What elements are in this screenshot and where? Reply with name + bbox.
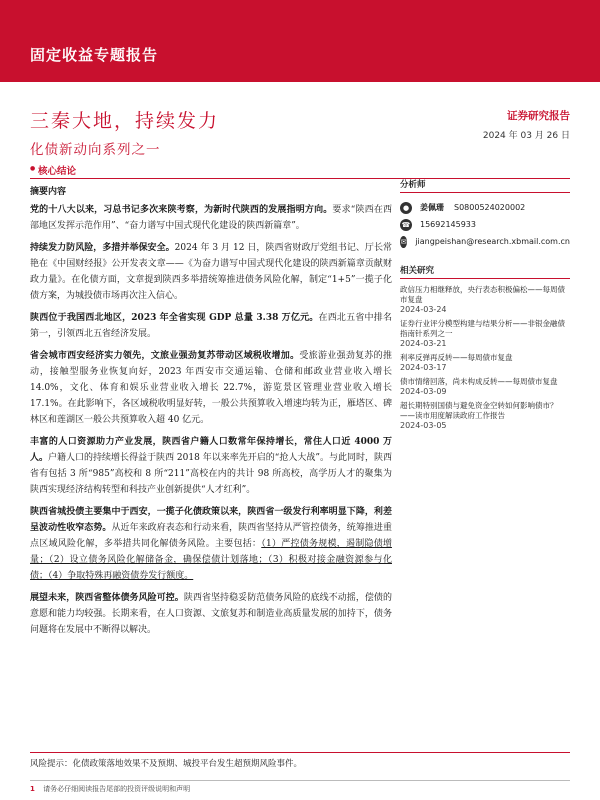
analyst-phone: 15692145933	[420, 220, 476, 229]
main-content	[30, 184, 392, 644]
email-row	[400, 233, 570, 250]
paragraph-7: 展望未来，陕西省整体债务风险可控。陕西省坚持稳妥防范债务风险的底线不动摇，偿债的意愿和能力均较强。长期来看，在人口资源、文旅复苏和制造业高质量发展的加持下，债务问题将在发展中不断得以解决。	[30, 593, 392, 635]
paragraph-5: 丰富的人口资源助力产业发展，陕西省户籍人口数常年保持增长，常住人口近 4000 万人。户籍人口的持续增长得益于陕西 2018 年以来率先开启的“抢人大战”。与此同时，陕西省有包括 3 所“985”高校和 8 所“211”高校在内的共计 98 所高校，高学历人才的聚集为陕西实现经济结构转型和科技产业创新提供“人才红利”。	[30, 437, 392, 495]
related-item[interactable]: 超长期特别国债与避免资金空转如何影响债市？——读市用度解读政府工作报告 2024-03-05	[400, 401, 558, 430]
analyst-heading: 分析师	[400, 178, 570, 193]
related-item[interactable]: 政信压力相继释放，央行表态积极偏松——每周债市复盘 2024-03-24	[400, 285, 565, 314]
analyst-name: 姜佩珊	[420, 203, 444, 212]
related-item[interactable]: 债市情绪回落，尚未构成反转——每周债市复盘 2024-03-09	[400, 377, 558, 396]
related-item[interactable]: 利率反弹再反转——每周债市复盘 2024-03-17	[400, 353, 513, 372]
footer-disclaimer: 请务必仔细阅读报告尾部的投资评级说明和声明	[43, 785, 191, 793]
analyst-email[interactable]: jiangpeishan@research.xbmail.com.cn	[415, 237, 570, 246]
person-icon: ●	[400, 202, 412, 214]
phone-row	[400, 216, 570, 233]
report-type: 证券研究报告	[507, 110, 570, 122]
risk-warning: 风险提示：化债政策落地效果不及预期、城投平台发生超预期风险事件。	[30, 752, 570, 769]
related-item[interactable]: 证券行业评分模型构建与结果分析——非银金融债指南针系列之一 2024-03-21	[400, 319, 565, 348]
abstract-label: 摘要内容	[30, 187, 67, 197]
paragraph-3: 陕西位于我国西北地区，2023 年全省实现 GDP 总量 3.38 万亿元。在西北五省中排名第一，引领西北五省经济发展。	[30, 313, 392, 339]
related-research	[400, 264, 570, 431]
paragraph-2: 持续发力防风险，多措并举保安全。2024 年 3 月 12 日，陕西省财政厅党组书记、厅长常艳在《中国财经报》公开发表文章——《为奋力谱写中国式现代化建设的陕西新篇章贡献财政力量》。在化债方面，文章提到陕西多举措统筹推进债务风险化解，制定“1+5”一揽子化债方案，为城投债市场再次注入信心。	[30, 243, 392, 301]
related-heading: 相关研究	[400, 264, 570, 279]
header-banner	[0, 0, 600, 82]
report-title: 三秦大地，持续发力	[30, 110, 220, 132]
footer	[30, 780, 570, 794]
paragraph-1: 党的十八大以来，习总书记多次来陕考察，为新时代陕西的发展指明方向。要求“陕西在西部地区发挥示范作用”、“奋力谱写中国式现代化建设的陕西新篇章”。	[30, 205, 392, 231]
paragraph-4: 省会城市西安经济实力领先，文旅业强劲复苏带动区域税收增加。受旅游业强劲复苏的推动，接触型服务业恢复向好，2023 年西安市交通运输、仓储和邮政业营业收入增长 14.0%，文化、体育和娱乐业营业收入增长 22.7%，游览景区管理业营业收入增长 17.1%。在此影响下，各区域税收明显好转，一般公共预算收入增速均转为正，雁塔区、碑林区和莲湖区一般公共预算收入超 40 亿元。	[30, 351, 392, 425]
report-subtitle: 化债新动向系列之一	[30, 142, 161, 158]
report-category: 固定收益专题报告	[30, 46, 159, 64]
paragraph-6: 陕西省城投债主要集中于西安，一揽子化债政策以来，陕西省一级发行利率明显下降，利差呈波动性收窄态势。从近年来政府表态和行动来看，陕西省坚持从严管控债务，统筹推进重点区域风险化解，多举措共同化解债务风险。主要包括：（1）严控债务规模，遏制隐债增量；（2）设立债务风险化解储备金，确保偿债计划落地；（3）积极对接金融资源参与化债；（4）争取特殊再融资债券发行额度。	[30, 507, 392, 581]
analyst-row	[400, 199, 570, 216]
section-label: ● 核心结论	[38, 163, 76, 177]
phone-icon: ☎	[401, 220, 411, 229]
section-bar	[30, 163, 570, 179]
sidebar	[400, 178, 570, 435]
report-date: 2024 年 03 月 26 日	[482, 131, 570, 141]
mail-icon: ✉	[400, 237, 407, 246]
page-number: 1	[30, 785, 35, 793]
analyst-id: S0800524020002	[454, 203, 526, 212]
